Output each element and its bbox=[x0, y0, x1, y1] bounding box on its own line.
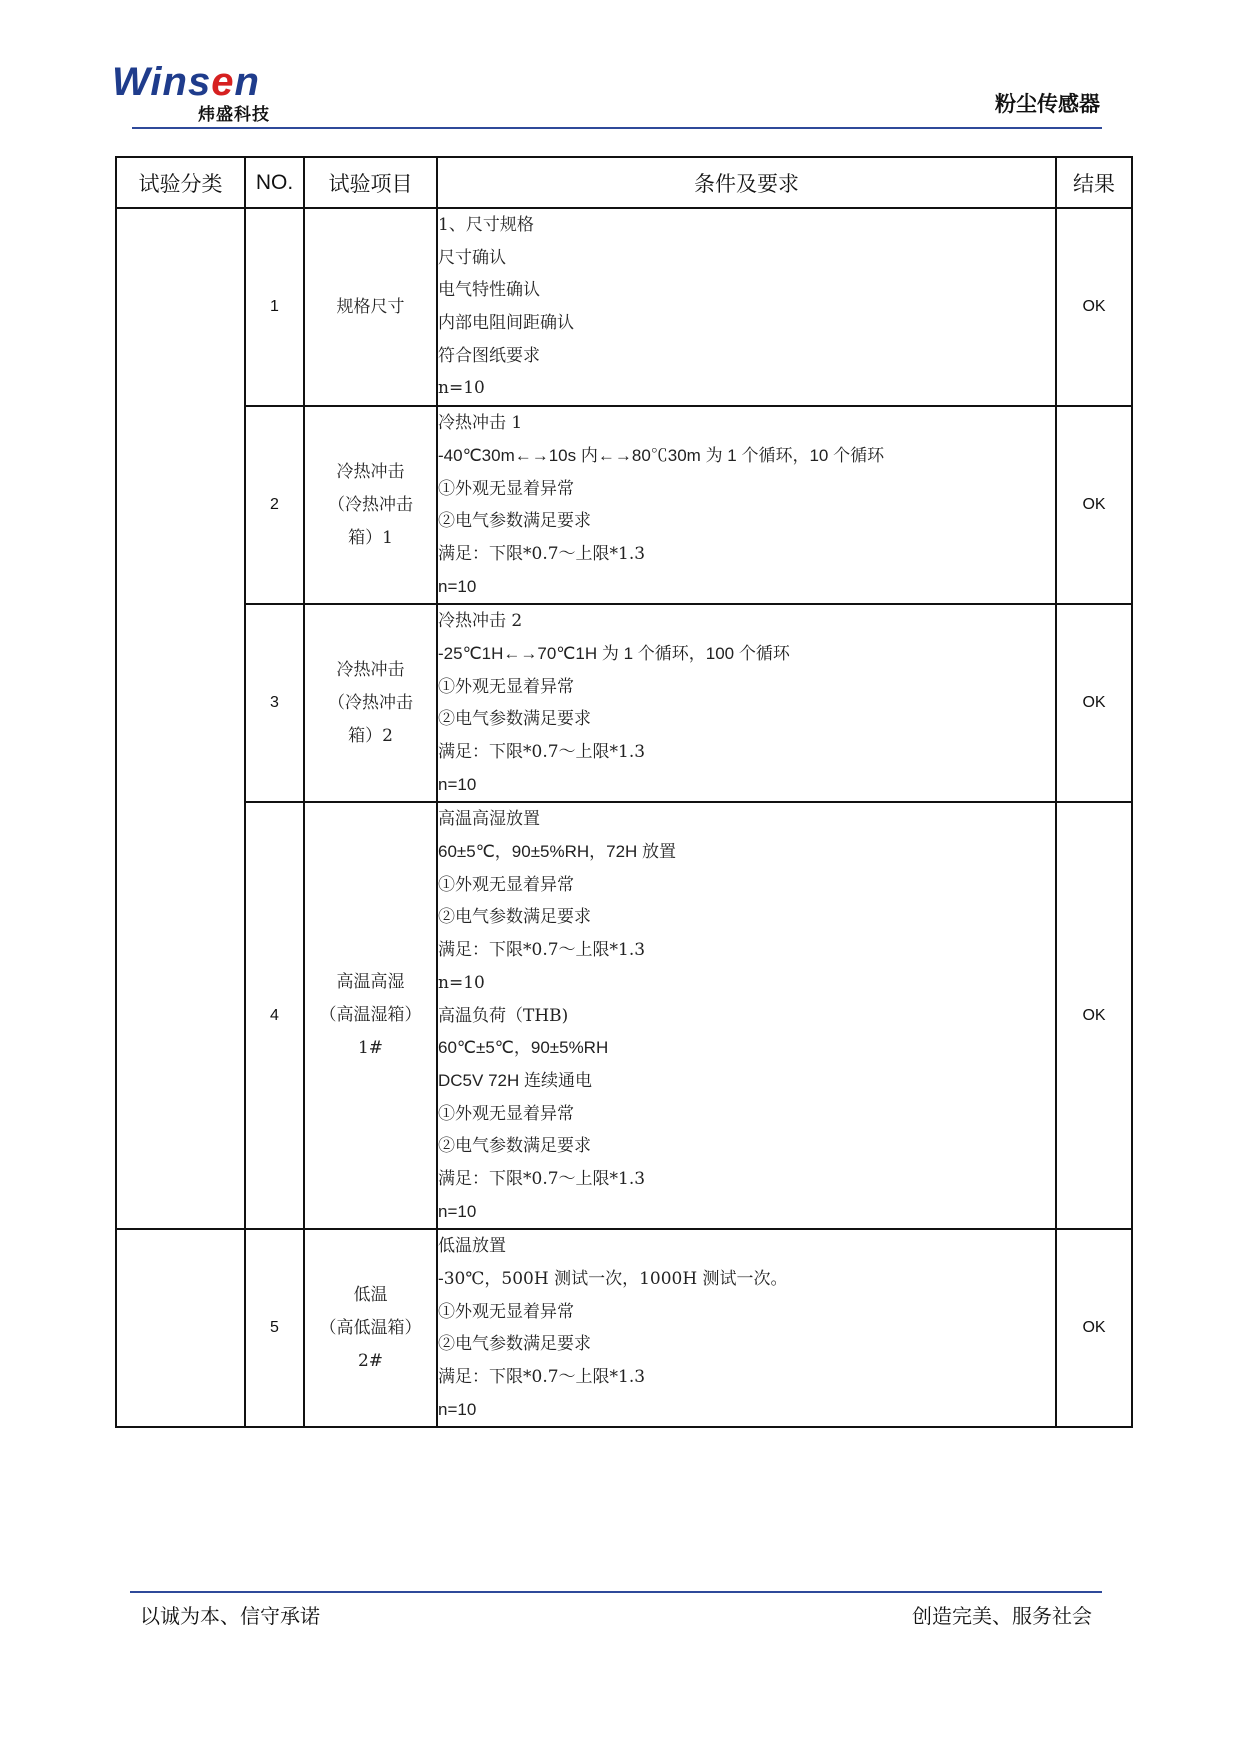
condition-line: 高温高湿放置 bbox=[438, 809, 540, 830]
condition-line: -40℃30m←→10s 内←→80℃30m 为 1 个循环，10 个循环 bbox=[438, 445, 885, 465]
category-cell bbox=[116, 1229, 245, 1427]
row-number: 2 bbox=[245, 406, 304, 604]
category-cell bbox=[116, 208, 245, 1229]
conditions-cell bbox=[437, 208, 1056, 406]
condition-line: ②电气参数满足要求 bbox=[438, 709, 591, 730]
table-row bbox=[116, 802, 1132, 1229]
result-cell: OK bbox=[1056, 604, 1132, 802]
condition-line: 60±5℃，90±5%RH，72H 放置 bbox=[438, 842, 677, 862]
test-item-line: （冷热冲击 bbox=[328, 692, 413, 713]
condition-line: ②电气参数满足要求 bbox=[438, 1136, 591, 1157]
condition-line: 冷热冲击 1 bbox=[438, 413, 523, 434]
test-item-line: （冷热冲击 bbox=[328, 494, 413, 515]
condition-line: ①外观无显着异常 bbox=[438, 478, 574, 499]
condition-line: 尺寸确认 bbox=[438, 247, 506, 268]
condition-line: n=10 bbox=[438, 378, 485, 399]
condition-line: 满足：下限*0.7～上限*1.3 bbox=[438, 742, 646, 762]
condition-line: n=10 bbox=[438, 972, 485, 993]
column-header-item: 试验项目 bbox=[304, 157, 437, 208]
result-cell: OK bbox=[1056, 208, 1132, 406]
conditions-cell bbox=[437, 406, 1056, 604]
footer-divider bbox=[130, 1591, 1102, 1593]
logo-subtitle: 炜盛科技 bbox=[198, 105, 270, 125]
logo-wordmark: Winsen bbox=[112, 60, 260, 104]
test-item-line: （高温湿箱） bbox=[319, 1005, 422, 1026]
column-header-category: 试验分类 bbox=[116, 157, 245, 208]
condition-line: n=10 bbox=[438, 1201, 477, 1221]
test-item bbox=[304, 208, 437, 406]
condition-line: 冷热冲击 2 bbox=[438, 611, 523, 632]
conditions-cell bbox=[437, 1229, 1056, 1427]
condition-line: ①外观无显着异常 bbox=[438, 874, 574, 895]
condition-line: ②电气参数满足要求 bbox=[438, 907, 591, 928]
test-item-line: （高低温箱） bbox=[319, 1317, 422, 1338]
condition-line: n=10 bbox=[438, 576, 477, 596]
header-divider bbox=[132, 127, 1102, 129]
result-cell: OK bbox=[1056, 1229, 1132, 1427]
condition-line: 内部电阻间距确认 bbox=[438, 313, 574, 334]
test-item-line: 冷热冲击 bbox=[336, 659, 405, 680]
condition-line: 满足：下限*0.7～上限*1.3 bbox=[438, 543, 646, 564]
table-row bbox=[116, 208, 1132, 406]
test-item bbox=[304, 406, 437, 604]
condition-line: 满足：下限*0.7～上限*1.3 bbox=[438, 1367, 646, 1388]
test-item-line: 冷热冲击 bbox=[336, 461, 405, 482]
condition-line: -30℃，500H 测试一次，1000H 测试一次。 bbox=[438, 1269, 788, 1289]
condition-line: n=10 bbox=[438, 1399, 477, 1419]
footer-motto-right: 创造完美、服务社会 bbox=[912, 1604, 1092, 1628]
condition-line: 60℃±5℃，90±5%RH bbox=[438, 1038, 609, 1058]
row-number: 1 bbox=[245, 208, 304, 406]
table-row bbox=[116, 406, 1132, 604]
footer-motto-left: 以诚为本、信守承诺 bbox=[140, 1604, 320, 1628]
test-item bbox=[304, 604, 437, 802]
condition-line: DC5V 72H 连续通电 bbox=[438, 1070, 592, 1090]
condition-line: 电气特性确认 bbox=[438, 280, 540, 301]
table-header-row bbox=[116, 157, 1132, 208]
condition-line: 满足：下限*0.7～上限*1.3 bbox=[438, 1168, 646, 1189]
condition-line: ①外观无显着异常 bbox=[438, 676, 574, 697]
test-item bbox=[304, 1229, 437, 1427]
column-header-conditions: 条件及要求 bbox=[437, 157, 1056, 208]
condition-line: ②电气参数满足要求 bbox=[438, 511, 591, 532]
document-title: 粉尘传感器 bbox=[995, 92, 1100, 116]
condition-line: 高温负荷（THB) bbox=[438, 1005, 569, 1026]
row-number: 4 bbox=[245, 802, 304, 1229]
test-item-line: 1# bbox=[357, 1038, 384, 1059]
condition-line: ②电气参数满足要求 bbox=[438, 1334, 591, 1355]
condition-line: 符合图纸要求 bbox=[438, 345, 540, 366]
column-header-no: NO. bbox=[245, 157, 304, 208]
condition-line: 1、尺寸规格 bbox=[438, 215, 534, 235]
test-item-line: 高温高湿 bbox=[336, 972, 405, 993]
test-item-line: 2# bbox=[357, 1350, 384, 1371]
result-cell: OK bbox=[1056, 406, 1132, 604]
condition-line: 满足：下限*0.7～上限*1.3 bbox=[438, 940, 646, 961]
condition-line: ①外观无显着异常 bbox=[438, 1103, 574, 1124]
row-number: 3 bbox=[245, 604, 304, 802]
test-item-line: 箱）2 bbox=[348, 725, 393, 746]
condition-line: n=10 bbox=[438, 774, 477, 794]
company-logo bbox=[112, 60, 282, 125]
conditions-cell bbox=[437, 802, 1056, 1229]
test-item-line: 箱）1 bbox=[348, 527, 393, 548]
test-spec-table bbox=[115, 156, 1133, 1428]
condition-line: -25℃1H←→70℃1H 为 1 个循环，100 个循环 bbox=[438, 643, 790, 663]
table-row bbox=[116, 1229, 1132, 1427]
test-item-line: 低温 bbox=[353, 1284, 388, 1305]
column-header-result: 结果 bbox=[1056, 157, 1132, 208]
test-item bbox=[304, 802, 437, 1229]
conditions-cell bbox=[437, 604, 1056, 802]
row-number: 5 bbox=[245, 1229, 304, 1427]
test-item-line: 规格尺寸 bbox=[336, 296, 405, 317]
table-row bbox=[116, 604, 1132, 802]
condition-line: ①外观无显着异常 bbox=[438, 1301, 574, 1322]
condition-line: 低温放置 bbox=[438, 1236, 506, 1257]
result-cell: OK bbox=[1056, 802, 1132, 1229]
